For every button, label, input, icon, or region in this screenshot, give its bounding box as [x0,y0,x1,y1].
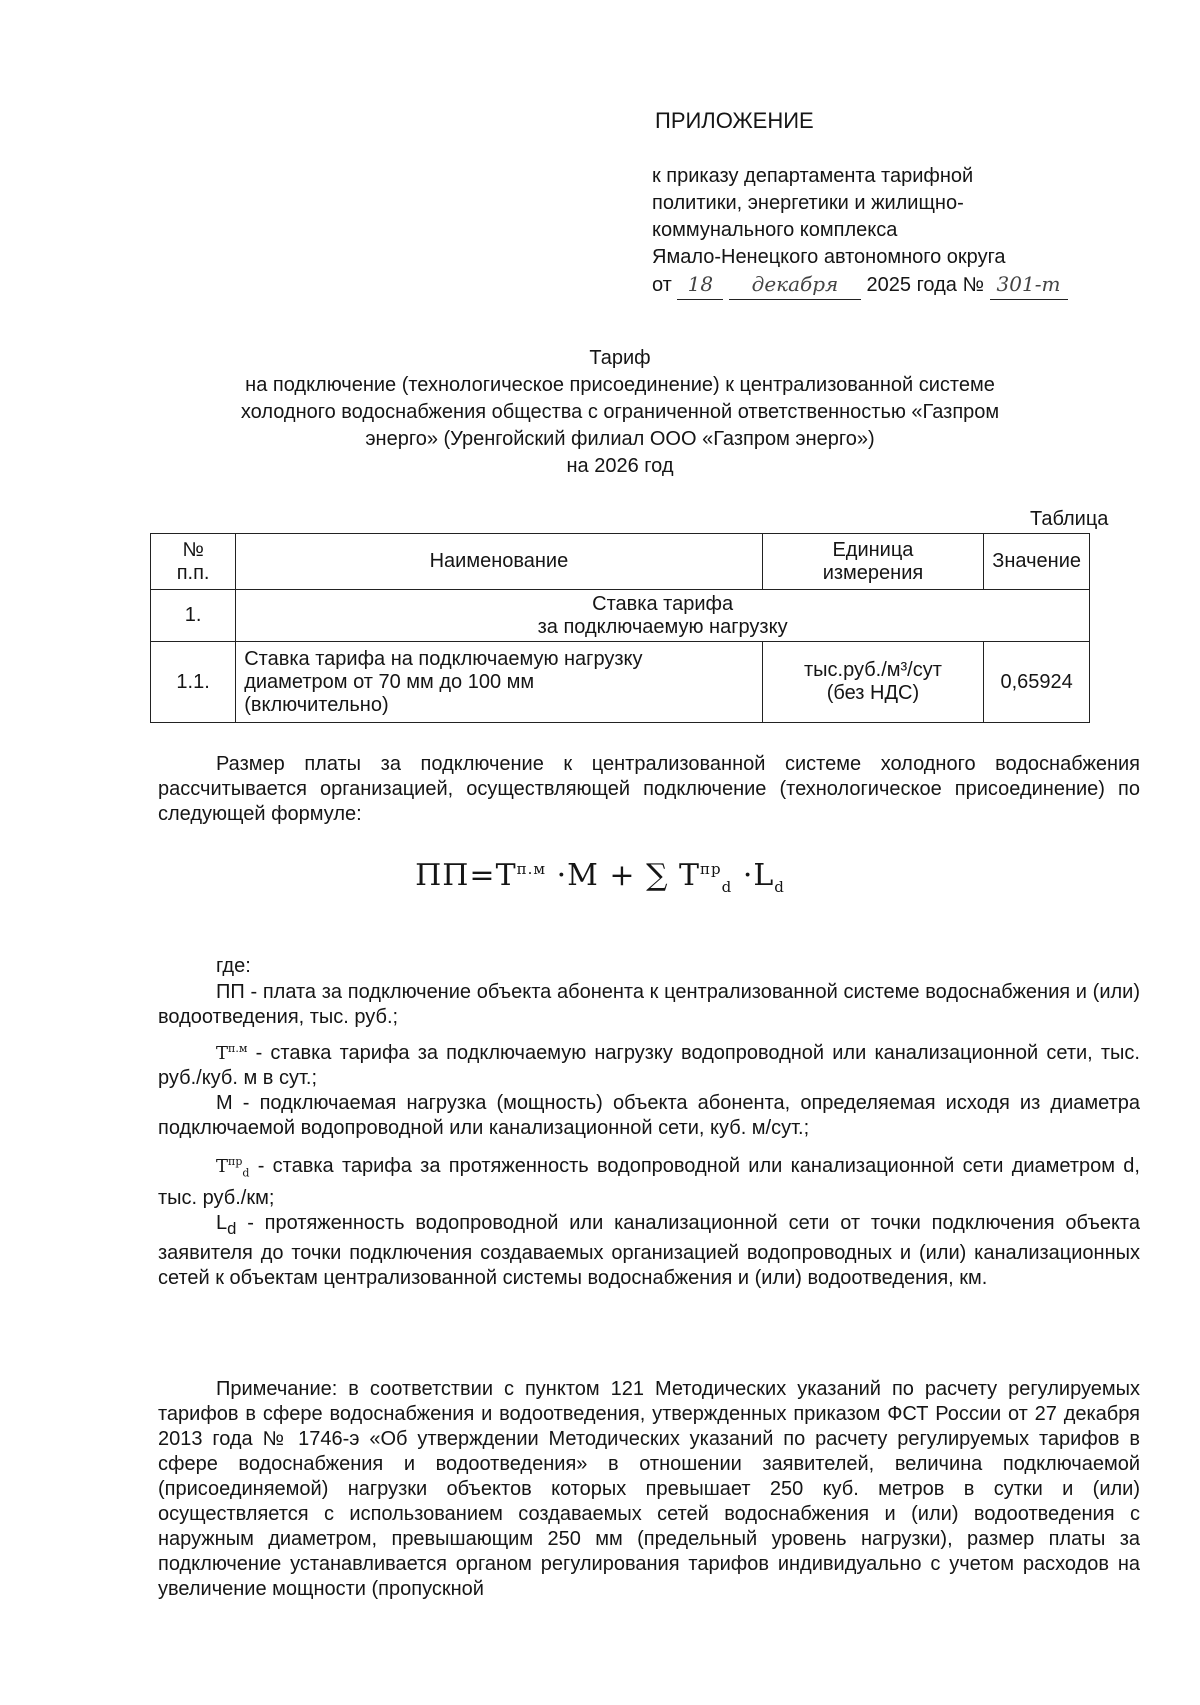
order-date-line [652,271,1092,300]
header-unit: Единица измерения [762,534,984,590]
table-section-row [151,590,1090,642]
row-number: 1.1. [151,642,236,723]
payment-formula: $ПП=T^{п.м} \cdot M$ + ∑ $T^{пр}_d \cdot L_d$ [415,858,785,896]
table-header-row [151,534,1090,590]
row-unit: тыс.руб./м³/сут (без НДС) [762,642,984,723]
title-line: холодного водоснабжения общества с ограниченной ответственностью «Газпром [240,401,1000,423]
appendix-heading: ПРИЛОЖЕНИЕ [655,108,814,133]
date-month-handwritten: декабря [751,272,839,296]
header-value: Значение [984,534,1090,590]
header-name: Наименование [236,534,762,590]
definition-m: М - подключаемая нагрузка (мощность) объекта абонента, определяемая исходя из диаметра подключаемой водопроводной или канализационной сети, куб. м/сут.; [158,1092,1140,1139]
date-day-handwritten: 18 [687,272,714,296]
symbol-tpm: $T^{п.м}$ [216,1042,248,1064]
order-line: политики, энергетики и жилищно- [652,192,964,214]
date-day-field [677,271,723,300]
date-prefix: от [652,274,672,296]
title-line: на 2026 год [566,455,674,477]
row-name: Ставка тарифа на подключаемую нагрузку диаметром от 70 мм до 100 мм (включительно) [236,642,762,723]
table-row [151,642,1090,723]
symbol-tpr: $T^{пр}_d$ [216,1155,250,1180]
date-suffix: 2025 года № [866,274,984,296]
order-number-handwritten: 301-т [996,272,1061,296]
title-line: энерго» (Уренгойский филиал ООО «Газпром энерго») [365,428,875,450]
order-number-field [990,271,1068,300]
definition-tpm: $T^{п.м}$ - ставка тарифа за подключаемую нагрузку водопроводной или канализационной сети, тыс. руб./куб. м в сут.; [158,1042,1140,1089]
order-reference [652,163,1092,300]
order-line: к приказу департамента тарифной [652,165,974,187]
definitions-where: где: [216,955,251,977]
definition-tpr: $T^{пр}_d$ - ставка тарифа за протяженность водопроводной или канализационной сети диаметром d, тыс. руб./км; [158,1155,1140,1209]
document-title [150,345,1090,480]
tariff-table [150,533,1090,723]
note-paragraph: Примечание: в соответствии с пунктом 121 Методических указаний по расчету регулируемых тарифов в сфере водоснабжения и водоотведения, утвержденных приказом ФСТ России от 27 декабря 2013 года № 1746-э «Об утверждении Методических указаний по расчету регулируемых тарифов в сфере водоснабжения и водоотведения» в отношении заявителей, величина подключаемой (присоединяемой) нагрузки объектов которых превышает 250 куб. метров в сутки и (или) осуществляется с использованием создаваемых сетей водоснабжения и (или) водоотведения с наружным диаметром, превышающим 250 мм (предельный уровень нагрузки), размер платы за подключение устанавливается органом регулирования тарифов индивидуально с учетом расходов на увеличение мощности (пропускной [158,1378,1140,1600]
header-number: № п.п. [151,534,236,590]
title-line: на подключение (технологическое присоединение) к централизованной системе [245,374,995,396]
intro-paragraph: Размер платы за подключение к централизованной системе холодного водоснабжения рассчитывается организацией, осуществляющей подключение (технологическое присоединение) по следующей формуле: [158,753,1140,825]
definition-ld: $L_d$ - протяженность водопроводной или канализационной сети от точки подключения объекта заявителя до точки подключения создаваемых организацией водопроводных и (или) канализационных сетей к объектам централизованной системы водоснабжения и (или) водоотведения, км. [158,1211,1140,1289]
order-line: Ямало-Ненецкого автономного округа [652,246,1006,268]
definitions-list [158,980,1140,1291]
section-number: 1. [151,590,236,642]
row-value: 0,65924 [984,642,1090,723]
order-line: коммунального комплекса [652,219,898,241]
date-month-field [729,271,861,300]
title-line: Тариф [589,347,651,369]
table-label: Таблица [1030,508,1109,530]
section-title: Ставка тарифа за подключаемую нагрузку [236,590,1090,642]
definition-pp: ПП - плата за подключение объекта абонента к централизованной системе водоснабжения и (или) водоотведения, тыс. руб.; [158,981,1140,1028]
